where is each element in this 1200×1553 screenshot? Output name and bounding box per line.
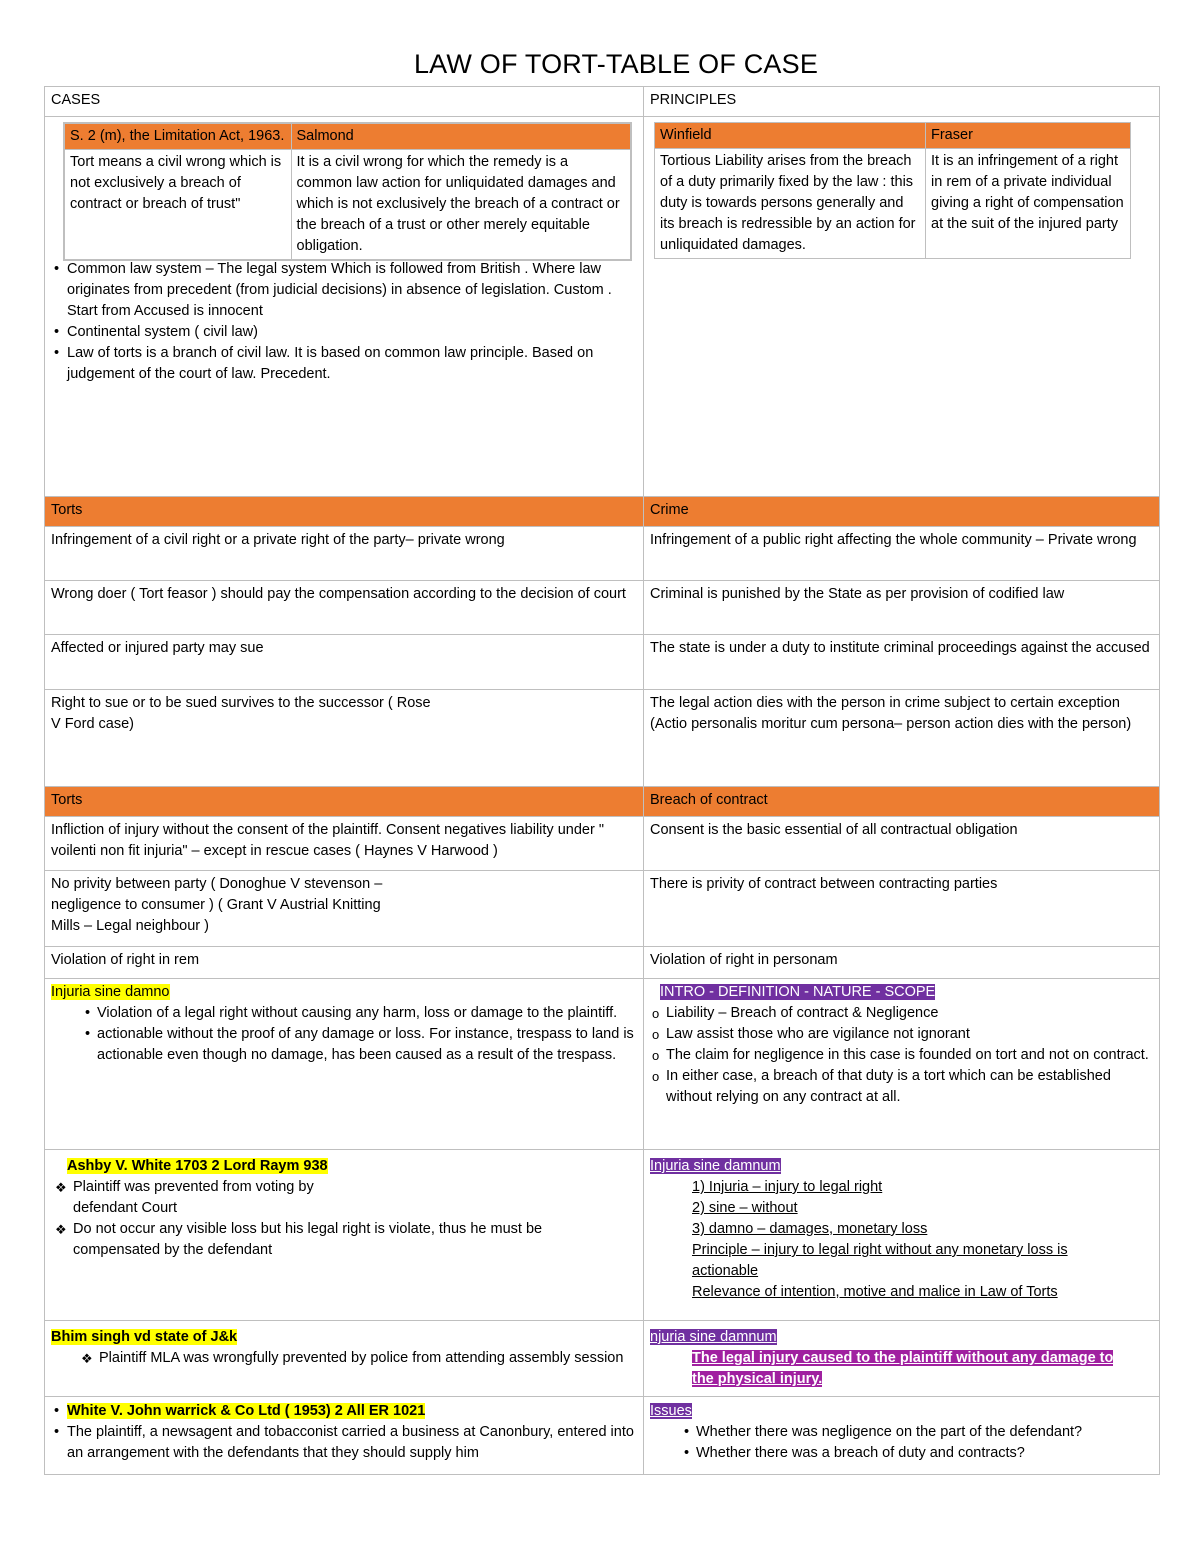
injuria-sine-damnum-heading: Injuria sine damnum <box>650 1158 781 1174</box>
torts-crime-left-3: Right to sue or to be sued survives to the successor ( Rose V Ford case) <box>45 690 644 787</box>
injuria-sine-damno-list <box>51 1003 638 1066</box>
list-item <box>51 1401 638 1422</box>
torts-crime-right-1: Criminal is punished by the State as per provision of codified law <box>644 581 1160 635</box>
ashby-heading: Ashby V. White 1703 2 Lord Raym 938 <box>67 1158 328 1174</box>
list-item: • Common law system – The legal system Which is followed from British . Where law originates from precedent (from judicial decisions) in absence of legislation. Custom . Start from Accused is innocent <box>51 259 638 322</box>
torts-contract-left-0: Infliction of injury without the consent of the plaintiff. Consent negatives liability under " voilenti non fit injuria" – except in rescue cases ( Haynes V Harwood ) <box>45 817 644 871</box>
bhim-cell <box>45 1321 644 1397</box>
fraser-head: Fraser <box>926 123 1131 149</box>
white-heading: White V. John warrick & Co Ltd ( 1953) 2 All ER 1021 <box>67 1403 426 1419</box>
list-item: • actionable without the proof of any damage or loss. For instance, trespass to land is actionable even though no damage, has been caused as a result of the trespass. <box>51 1024 638 1066</box>
injuria-sine-damno-cell <box>45 979 644 1150</box>
white-cell <box>45 1397 644 1475</box>
salmond-body: It is a civil wrong for which the remedy is a common law action for unliquidated damages and which is not exclusively the breach of a contract or the breach of a trust or other merely equitable obligation. <box>291 150 631 261</box>
list-item: • Continental system ( civil law) <box>51 322 638 343</box>
ashby-list <box>51 1177 638 1261</box>
torts-crime-left-1: Wrong doer ( Tort feasor ) should pay the compensation according to the decision of court <box>45 581 644 635</box>
torts-contract-right-1: There is privity of contract between contracting parties <box>644 871 1160 947</box>
list-item: Principle – injury to legal right without any monetary loss is actionable <box>692 1242 1068 1279</box>
torts-contract-left-1: No privity between party ( Donoghue V stevenson – negligence to consumer ) ( Grant V Austrial Knitting Mills – Legal neighbour ) <box>45 871 644 947</box>
bhim-heading: Bhim singh vd state of J&k <box>51 1329 238 1345</box>
limitation-act-body: Tort means a civil wrong which is not exclusively a breach of contract or breach of trust" <box>64 150 291 261</box>
issues-heading: Issues <box>650 1403 692 1419</box>
torts-crime-left-0: Infringement of a civil right or a private right of the party– private wrong <box>45 527 644 581</box>
winfield-head: Winfield <box>655 123 926 149</box>
list-item: ❖ Plaintiff was prevented from voting by defendant Court <box>51 1177 568 1219</box>
list-item: Relevance of intention, motive and malice in Law of Torts <box>692 1284 1058 1300</box>
intro-cell <box>644 979 1160 1150</box>
list-item: • Whether there was negligence on the part of the defendant? <box>650 1422 1154 1443</box>
torts-head: Torts <box>45 497 644 527</box>
header-principles: PRINCIPLES <box>644 87 1160 117</box>
header-cases: CASES <box>45 87 644 117</box>
bhim-list <box>51 1348 638 1369</box>
torts-contract-right-0: Consent is the basic essential of all contractual obligation <box>644 817 1160 871</box>
definitions-right-table <box>654 122 1131 259</box>
salmond-head: Salmond <box>291 123 631 150</box>
case-table <box>44 86 1160 1475</box>
systems-list <box>45 259 638 385</box>
issues-cell <box>644 1397 1160 1475</box>
injuria-sine-damno-heading: Injuria sine damno <box>51 984 170 1000</box>
list-item: 2) sine – without <box>692 1200 798 1216</box>
list-item: ❖ Plaintiff MLA was wrongfully prevented by police from attending assembly session <box>51 1348 638 1369</box>
crime-head: Crime <box>644 497 1160 527</box>
list-item: The legal injury caused to the plaintiff without any damage to the physical injury. <box>692 1350 1114 1387</box>
winfield-body: Tortious Liability arises from the breach of a duty primarily fixed by the law : this duty is towards persons generally and its breach is redressible by an action for unliquidated damages. <box>655 149 926 259</box>
issues-list <box>650 1422 1154 1464</box>
list-item: • Violation of a legal right without causing any harm, loss or damage to the plaintiff. <box>51 1003 638 1024</box>
page-title: LAW OF TORT-TABLE OF CASE <box>413 49 819 79</box>
list-item: o In either case, a breach of that duty is a tort which can be established without relying on any contract at all. <box>650 1066 1154 1108</box>
list-item: 3) damno – damages, monetary loss <box>692 1221 928 1237</box>
list-item: • Whether there was a breach of duty and contracts? <box>650 1443 1154 1464</box>
list-item: ❖ Do not occur any visible loss but his legal right is violate, thus he must be compensated by the defendant <box>51 1219 568 1261</box>
list-item: • The plaintiff, a newsagent and tobacconist carried a business at Canonbury, entered into an arrangement with the defendants that they should supply him <box>51 1422 638 1464</box>
torts-crime-right-3: The legal action dies with the person in crime subject to certain exception (Actio personalis moritur cum persona– person action dies with the person) <box>644 690 1160 787</box>
injuria-sine-damnum-cell <box>644 1150 1160 1321</box>
definitions-left-cell <box>45 117 644 497</box>
intro-heading: INTRO - DEFINITION - NATURE - SCOPE <box>660 984 936 1000</box>
njuria-heading: njuria sine damnum <box>650 1329 777 1345</box>
list-item: 1) Injuria – injury to legal right <box>692 1179 883 1195</box>
intro-list <box>650 1003 1154 1108</box>
list-item: o Law assist those who are vigilance not ignorant <box>650 1024 1154 1045</box>
torts-crime-left-2: Affected or injured party may sue <box>45 635 644 690</box>
njuria-cell <box>644 1321 1160 1397</box>
breach-of-contract-head: Breach of contract <box>644 787 1160 817</box>
njuria-list <box>650 1348 1154 1390</box>
definitions-left-table <box>63 122 632 261</box>
torts-contract-left-2: Violation of right in rem <box>45 947 644 979</box>
ashby-cell <box>45 1150 644 1321</box>
torts-crime-right-0: Infringement of a public right affecting the whole community – Private wrong <box>644 527 1160 581</box>
limitation-act-head: S. 2 (m), the Limitation Act, 1963. <box>64 123 291 150</box>
list-item: o The claim for negligence in this case is founded on tort and not on contract. <box>650 1045 1154 1066</box>
torts-head-2: Torts <box>45 787 644 817</box>
list-item: • Law of torts is a branch of civil law. It is based on common law principle. Based on judgement of the court of law. Precedent. <box>51 343 638 385</box>
fraser-body: It is an infringement of a right in rem of a private individual giving a right of compensation at the suit of the injured party <box>926 149 1131 259</box>
white-list <box>51 1401 638 1464</box>
injuria-sine-damnum-lines <box>650 1177 1154 1303</box>
list-item: o Liability – Breach of contract & Negligence <box>650 1003 1154 1024</box>
torts-contract-right-2: Violation of right in personam <box>644 947 1160 979</box>
definitions-right-cell <box>644 117 1160 497</box>
torts-crime-right-2: The state is under a duty to institute criminal proceedings against the accused <box>644 635 1160 690</box>
